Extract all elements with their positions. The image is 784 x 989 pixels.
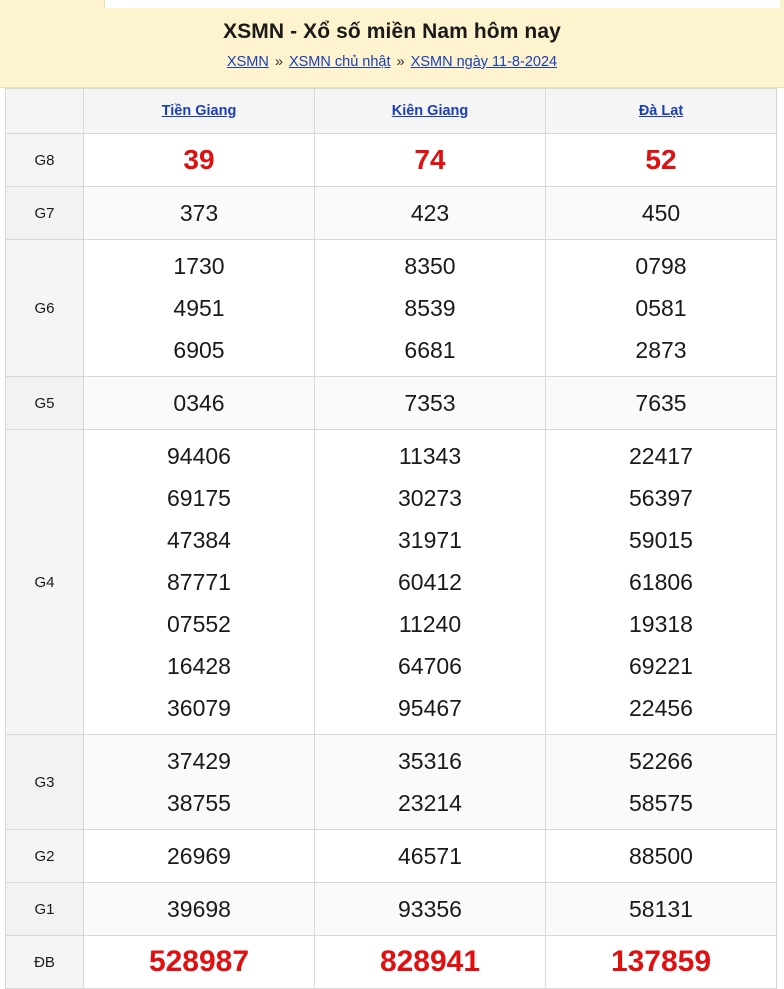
prize-numbers-cell (315, 430, 546, 735)
breadcrumb-item-xsmn[interactable]: XSMN (226, 54, 269, 70)
prize-number: 35316 (398, 748, 462, 774)
prize-numbers-cell (315, 377, 546, 430)
prize-number: 94406 (167, 443, 231, 469)
prize-numbers-cell (84, 735, 315, 830)
prize-number: 39 (183, 144, 215, 175)
prize-numbers-cell (546, 883, 777, 936)
prize-numbers-cell (546, 240, 777, 377)
prize-label: G7 (6, 187, 84, 240)
prize-numbers-cell (315, 936, 546, 989)
prize-number: 26969 (167, 843, 231, 869)
prize-number: 7635 (635, 390, 687, 416)
prize-label: ĐB (6, 936, 84, 989)
prize-numbers-cell (315, 735, 546, 830)
table-row (6, 883, 777, 936)
prize-label: G8 (6, 134, 84, 187)
prize-number: 93356 (398, 896, 462, 922)
prize-number: 423 (410, 200, 450, 226)
prize-label: G6 (6, 240, 84, 377)
prize-number: 38755 (167, 790, 231, 816)
prize-number: 11240 (398, 611, 462, 637)
prize-numbers-cell (315, 134, 546, 187)
prize-number: 60412 (398, 569, 462, 595)
prize-number: 07552 (167, 611, 231, 637)
prize-numbers-cell (546, 430, 777, 735)
table-row (6, 936, 777, 989)
top-strip (0, 0, 784, 8)
prize-number: 4951 (173, 295, 225, 321)
prize-number: 23214 (398, 790, 462, 816)
prize-number: 36079 (167, 695, 231, 721)
prize-numbers-cell (546, 830, 777, 883)
prize-numbers-cell (84, 134, 315, 187)
prize-number: 7353 (404, 390, 456, 416)
table-row (6, 134, 777, 187)
table-row (6, 240, 777, 377)
table-row (6, 430, 777, 735)
prize-numbers-cell (315, 187, 546, 240)
prize-number: 8350 (404, 253, 456, 279)
prize-numbers-cell (84, 430, 315, 735)
breadcrumb-item-xsmn-date[interactable]: XSMN ngày 11-8-2024 (410, 54, 558, 70)
table-corner-cell (6, 89, 84, 134)
prize-number: 528987 (148, 945, 250, 978)
prize-number: 22417 (629, 443, 693, 469)
province-header-2 (315, 89, 546, 134)
prize-numbers-cell (84, 936, 315, 989)
prize-number: 56397 (629, 485, 693, 511)
prize-number: 30273 (398, 485, 462, 511)
province-header-3 (546, 89, 777, 134)
top-strip-middle (105, 0, 780, 8)
breadcrumb-separator: » (396, 54, 405, 70)
prize-number: 373 (179, 200, 219, 226)
table-header-row (6, 89, 777, 134)
breadcrumb-item-xsmn-chu-nhat[interactable]: XSMN chủ nhật (288, 54, 391, 70)
prize-label: G2 (6, 830, 84, 883)
prize-number: 37429 (167, 748, 231, 774)
page-header (0, 8, 784, 88)
top-strip-left (0, 0, 105, 8)
prize-number: 2873 (635, 337, 687, 363)
province-link-1[interactable]: Tiền Giang (161, 103, 237, 119)
page-title: XSMN - Xổ số miền Nam hôm nay (223, 20, 561, 43)
prize-number: 19318 (629, 611, 693, 637)
prize-number: 88500 (629, 843, 693, 869)
prize-number: 8539 (404, 295, 456, 321)
prize-number: 69221 (629, 653, 693, 679)
table-row (6, 735, 777, 830)
prize-number: 69175 (167, 485, 231, 511)
prize-numbers-cell (315, 883, 546, 936)
prize-numbers-cell (84, 830, 315, 883)
province-link-3[interactable]: Đà Lạt (638, 103, 684, 119)
top-strip-right (780, 0, 784, 8)
table-row (6, 377, 777, 430)
prize-numbers-cell (546, 134, 777, 187)
province-header-1 (84, 89, 315, 134)
prize-number: 0581 (635, 295, 687, 321)
prize-label: G5 (6, 377, 84, 430)
prize-numbers-cell (315, 240, 546, 377)
prize-number: 6905 (173, 337, 225, 363)
prize-number: 450 (641, 200, 681, 226)
prize-number: 16428 (167, 653, 231, 679)
prize-number: 22456 (629, 695, 693, 721)
prize-label: G4 (6, 430, 84, 735)
prize-numbers-cell (84, 883, 315, 936)
prize-label: G1 (6, 883, 84, 936)
prize-label: G3 (6, 735, 84, 830)
prize-number: 52 (645, 144, 677, 175)
prize-numbers-cell (546, 187, 777, 240)
prize-numbers-cell (84, 240, 315, 377)
prize-number: 1730 (173, 253, 225, 279)
prize-number: 0346 (173, 390, 225, 416)
prize-numbers-cell (84, 377, 315, 430)
province-link-2[interactable]: Kiên Giang (391, 103, 469, 119)
prize-number: 87771 (167, 569, 231, 595)
lottery-results-table (5, 88, 777, 989)
prize-numbers-cell (546, 735, 777, 830)
prize-number: 39698 (167, 896, 231, 922)
prize-number: 828941 (379, 945, 481, 978)
breadcrumb (10, 54, 774, 70)
prize-numbers-cell (546, 377, 777, 430)
prize-number: 52266 (629, 748, 693, 774)
prize-number: 59015 (629, 527, 693, 553)
table-row (6, 830, 777, 883)
prize-number: 95467 (398, 695, 462, 721)
prize-number: 74 (414, 144, 446, 175)
prize-number: 11343 (398, 443, 462, 469)
prize-numbers-cell (546, 936, 777, 989)
table-row (6, 187, 777, 240)
prize-number: 47384 (167, 527, 231, 553)
prize-number: 58575 (629, 790, 693, 816)
prize-number: 31971 (398, 527, 462, 553)
prize-number: 58131 (629, 896, 693, 922)
prize-numbers-cell (84, 187, 315, 240)
prize-number: 0798 (635, 253, 687, 279)
breadcrumb-separator: » (274, 54, 283, 70)
prize-number: 64706 (398, 653, 462, 679)
prize-number: 137859 (610, 945, 712, 978)
prize-number: 61806 (629, 569, 693, 595)
prize-number: 46571 (398, 843, 462, 869)
prize-number: 6681 (404, 337, 456, 363)
prize-numbers-cell (315, 830, 546, 883)
table-body (6, 134, 777, 989)
